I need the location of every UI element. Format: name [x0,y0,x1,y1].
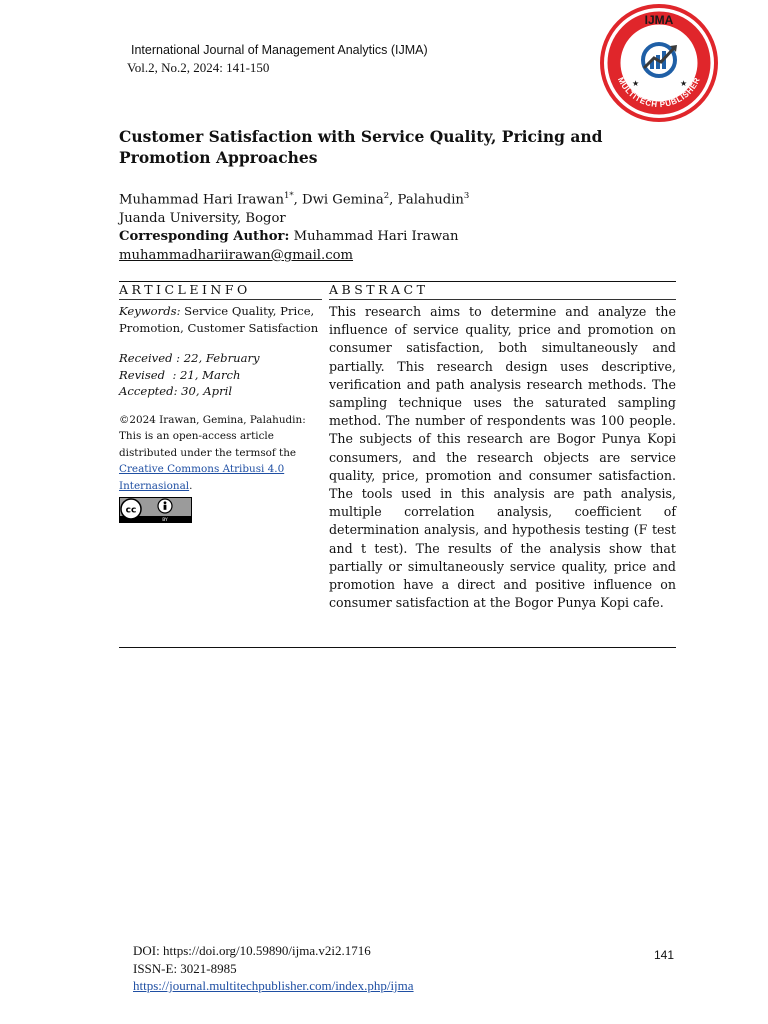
page-footer [133,942,414,995]
license-end: . [189,479,193,492]
logo-ring-text: MULTITECH PUBLISHER [616,75,702,110]
abstract-text: This research aims to determine and analyze the influence of service quality, price and promotion on consumer satisfaction, both simultaneously and partially. This research design uses descriptive, verification and path analysis research methods. The sampling technique uses the saturated sampling method. The number of respondents was 100 people. The subjects of this research are Bogor Punya Kopi consumers, and the research objects are service quality, price, promotion and consumer satisfaction. The tools used in this analysis are path analysis, multiple correlation analysis, coefficient of determination analysis, and hypothesis testing (F test and t test). The results of the analysis show that partially or simultaneously service quality, price and promotion have a direct and positive influence on consumer satisfaction at the Bogor Punya Kopi cafe. [329,304,676,611]
issn: ISSN-E: 3021-8985 [133,960,237,976]
journal-name: International Journal of Management Analytics (IJMA) [131,43,428,57]
cc-by-badge[interactable] [119,497,192,523]
author-affiliation-mark: 2 [383,191,390,201]
affiliation: Juanda University, Bogor [119,210,286,226]
page-number: 141 [654,948,675,962]
cc-by-icon [120,498,191,522]
svg-text:★: ★ [632,79,640,88]
author-block [119,187,679,265]
logo-top-text: IJMA [644,13,674,27]
article-info-underline [119,299,322,300]
authors-line [119,187,679,210]
corresponding-author [119,228,679,247]
article-info-heading: ARTICLEINFO [119,282,251,297]
keywords [119,303,324,336]
section-rule-bottom [119,647,676,648]
received-date: Received : 22, February [119,351,260,365]
journal-url-link[interactable]: https://journal.multitechpublisher.com/index.php/ijma [133,978,414,993]
author-separator: , [389,192,398,208]
license-text: ©2024 Irawan, Gemina, Palahudin: This is an open-access article distributed under the termsof the [119,413,306,459]
article-title: Customer Satisfaction with Service Quality, Pricing and Promotion Approaches [119,127,603,167]
abstract-heading: ABSTRACT [329,282,429,297]
keywords-label: Keywords: [119,304,181,318]
author-separator: , [293,192,303,208]
author-affiliation-mark: 3 [463,191,470,201]
accepted-date: Accepted: 30, April [119,384,233,398]
author-name: Palahudin [397,192,464,208]
article-dates [119,350,324,400]
author-email-link[interactable]: muhammadhariirawan@gmail.com [119,247,354,263]
abstract-underline [329,299,676,300]
author-name: Dwi Gemina [302,192,384,208]
author-name: Muhammad Hari Irawan [119,192,284,208]
corresponding-name: Muhammad Hari Irawan [293,229,459,245]
license-notice [119,412,324,524]
svg-text:cc: cc [125,505,137,516]
article-info-column [119,303,324,523]
doi: DOI: https://doi.org/10.59890/ijma.v2i2.1716 [133,943,371,958]
revised-date: Revised : 21, March [119,367,241,382]
cc-badge-label: BY [162,518,168,522]
author-affiliation-mark: 1* [283,191,294,201]
license-link[interactable]: Creative Commons Atribusi 4.0 Internasional [119,463,285,492]
volume-info: Vol.2, No.2, 2024: 141-150 [127,60,270,75]
svg-text:★: ★ [680,79,688,88]
corresponding-label: Corresponding Author: [119,229,290,245]
keywords-value: Service Quality, Price, Promotion, Customer Satisfaction [119,304,319,335]
ijma-logo [598,2,720,124]
